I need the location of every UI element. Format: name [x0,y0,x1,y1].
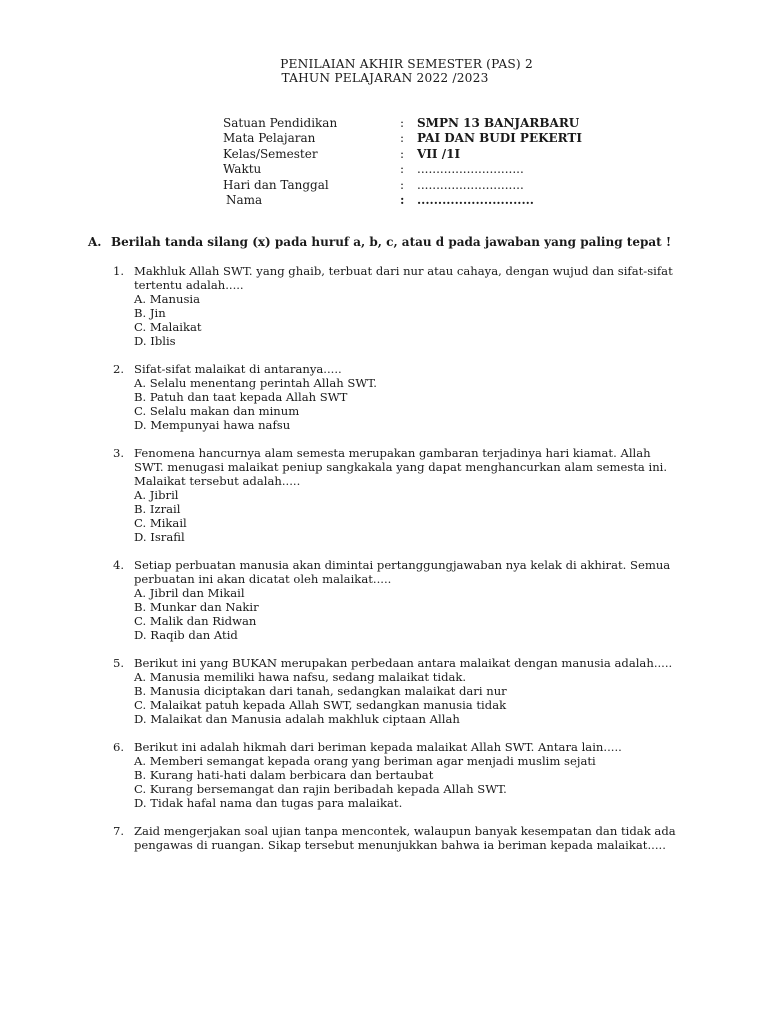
info-colon: : [400,162,405,177]
answer-option: B. Munkar dan Nakir [134,600,259,614]
question-1 [113,264,703,348]
question-number: 1. [113,264,125,278]
question-5 [113,656,703,726]
answer-option: C. Malik dan Ridwan [134,614,257,628]
question-6 [113,740,703,810]
info-label: Mata Pelajaran [223,131,316,146]
info-colon: : [400,192,405,207]
answer-option: A. Jibril [134,488,179,502]
answer-option: B. Izrail [134,502,181,516]
answer-option: C. Selalu makan dan minum [134,404,300,418]
info-value: VII /1I [417,146,461,161]
question-number: 3. [113,446,125,460]
info-colon: : [400,177,405,192]
info-colon: : [400,146,405,161]
answer-option: C. Kurang bersemangat dan rajin beribadah kepada Allah SWT. [134,782,507,796]
question-7 [113,824,703,852]
section-letter: A. [88,235,102,249]
question-text: Makhluk Allah SWT. yang ghaib, terbuat dari nur atau cahaya, dengan wujud dan sifat-sifat tertentu adalah..... [134,264,673,292]
question-text: Berikut ini adalah hikmah dari beriman kepada malaikat Allah SWT. Antara lain..... [134,740,622,754]
question-body [134,446,703,544]
info-value: ............................ [417,177,524,192]
question-body [134,558,703,642]
question-number: 6. [113,740,125,754]
answer-option: A. Memberi semangat kepada orang yang beriman agar menjadi muslim sejati [134,754,596,768]
question-body [134,656,703,726]
answer-option: B. Kurang hati-hati dalam berbicara dan bertaubat [134,768,434,782]
answer-option: A. Selalu menentang perintah Allah SWT. [134,376,377,390]
info-colon: : [400,116,405,130]
question-body [134,740,703,810]
question-number: 5. [113,656,125,670]
question-number: 7. [113,824,125,838]
info-label: Satuan Pendidikan [223,116,338,130]
answer-option: B. Patuh dan taat kepada Allah SWT [134,390,348,404]
question-text: Zaid mengerjakan soal ujian tanpa mencontek, walaupun banyak kesempatan dan tidak ada pengawas di ruangan. Sikap tersebut menunjukkan bahwa ia beriman kepada malaikat..... [134,824,676,852]
info-value: ............................ [417,192,534,207]
question-4 [113,558,703,642]
answer-option: D. Raqib dan Atid [134,628,238,642]
question-text: Berikut ini yang BUKAN merupakan perbedaan antara malaikat dengan manusia adalah..... [134,656,673,670]
question-body [134,362,703,432]
answer-option: C. Malaikat patuh kepada Allah SWT, sedangkan manusia tidak [134,698,507,712]
answer-option: D. Malaikat dan Manusia adalah makhluk ciptaan Allah [134,712,460,726]
answer-option: B. Manusia diciptakan dari tanah, sedangkan malaikat dari nur [134,684,507,698]
answer-option: D. Israfil [134,530,185,544]
info-label: Nama [226,192,263,207]
question-text: Sifat-sifat malaikat di antaranya..... [134,362,342,376]
section-instruction-text: Berilah tanda silang (x) pada huruf a, b, c, atau d pada jawaban yang paling tepat ! [111,235,672,249]
answer-option: C. Malaikat [134,320,202,334]
answer-option: D. Mempunyai hawa nafsu [134,418,291,432]
answer-option: A. Jibril dan Mikail [134,586,245,600]
info-value: ............................ [417,162,524,177]
info-label: Hari dan Tanggal [223,177,329,192]
question-body [134,824,703,852]
info-value: SMPN 13 BANJARBARU [417,116,580,130]
question-number: 2. [113,362,125,376]
answer-option: A. Manusia memiliki hawa nafsu, sedang malaikat tidak. [134,670,467,684]
question-3 [113,446,703,544]
question-number: 4. [113,558,125,572]
answer-option: B. Jin [134,306,166,320]
exam-title: PENILAIAN AKHIR SEMESTER (PAS) 2 [280,57,533,71]
info-colon: : [400,131,405,146]
info-label: Kelas/Semester [223,146,318,161]
question-text: Fenomena hancurnya alam semesta merupakan gambaran terjadinya hari kiamat. Allah SWT. menugasi malaikat peniup sangkakala yang dapat menghancurkan alam semesta ini. Malaikat tersebut adalah..... [134,446,668,488]
answer-option: D. Tidak hafal nama dan tugas para malaikat. [134,796,403,810]
info-value: PAI DAN BUDI PEKERTI [417,131,582,146]
info-label: Waktu [223,162,262,177]
question-text: Setiap perbuatan manusia akan dimintai pertanggungjawaban nya kelak di akhirat. Semua perbuatan ini akan dicatat oleh malaikat..... [134,558,671,586]
answer-option: A. Manusia [134,292,201,306]
academic-year: TAHUN PELAJARAN 2022 /2023 [281,71,489,85]
question-2 [113,362,703,432]
question-body [134,264,703,348]
answer-option: C. Mikail [134,516,187,530]
answer-option: D. Iblis [134,334,176,348]
